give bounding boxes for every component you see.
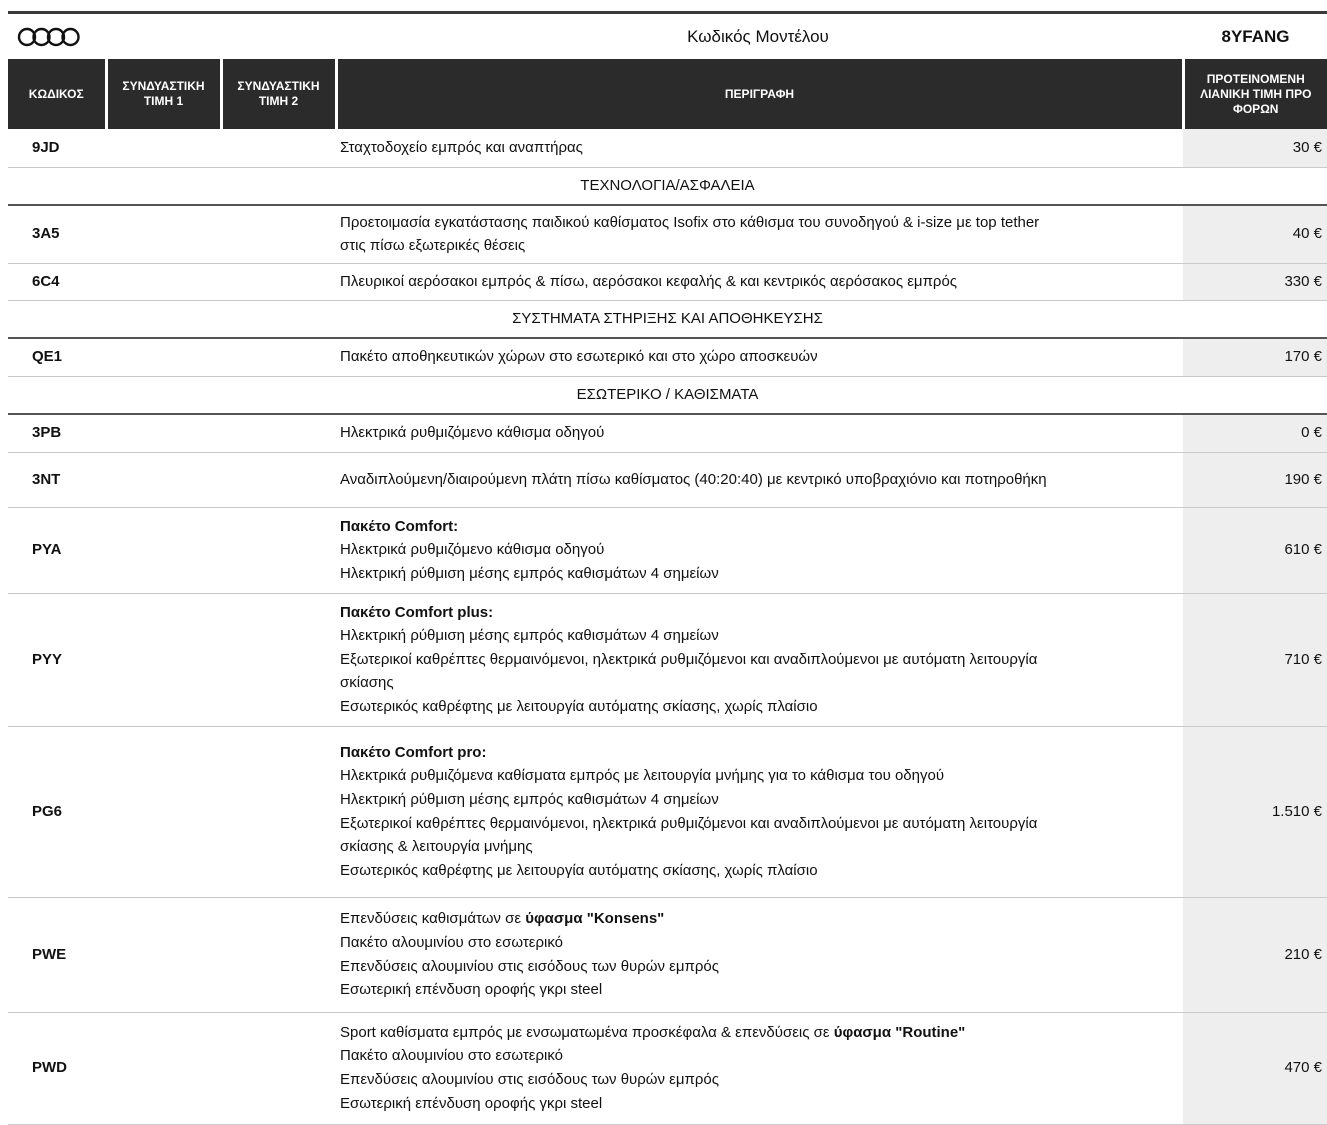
option-description [336,507,1183,593]
option-code: 3PB [8,414,106,452]
description-line: Εξωτερικοί καθρέπτες θερμαινόμενοι, ηλεκτρικά ρυθμιζόμενοι και αναδιπλούμενοι με αυτόματη λειτουργία [340,650,1038,668]
table-row [8,452,1327,507]
option-code: PYA [8,507,106,593]
option-description [336,726,1183,897]
description-line: Ηλεκτρική ρύθμιση μέσης εμπρός καθισμάτων 4 σημείων [340,790,719,808]
option-code: 9JD [8,129,106,167]
section-row [8,300,1327,338]
model-code-label: Κωδικός Μοντέλου [687,27,829,46]
option-description [336,129,1183,167]
title-bar [8,14,1327,59]
description-line: Ηλεκτρικά ρυθμιζόμενο κάθισμα οδηγού [340,424,605,442]
description-line: σκίασης & λειτουργία μνήμης [340,838,533,856]
option-price: 40 € [1183,205,1327,263]
description-text: Sport καθίσματα εμπρός με ενσωματωμένα προσκέφαλα & επενδύσεις σε [340,1023,834,1041]
table-row [8,897,1327,1012]
section-title-technology: ΤΕΧΝΟΛΟΓΙΑ/ΑΣΦΑΛΕΙΑ [8,167,1327,205]
combo2-cell [221,129,336,167]
description-line: στις πίσω εξωτερικές θέσεις [340,237,526,255]
table-row [8,726,1327,897]
description-line: Εσωτερική επένδυση οροφής γκρι steel [340,981,603,999]
table-row [8,129,1327,167]
description-line: Ηλεκτρική ρύθμιση μέσης εμπρός καθισμάτων 4 σημείων [340,564,719,582]
combo1-cell [106,726,221,897]
combo2-cell [221,452,336,507]
description-text: Επενδύσεις καθισμάτων σε [340,910,526,928]
option-code: PYY [8,593,106,726]
table-row [8,263,1327,300]
description-line: Πλευρικοί αερόσακοι εμπρός & πίσω, αερόσακοι κεφαλής & και κεντρικός αερόσακος εμπρός [340,272,958,290]
combo1-cell [106,338,221,376]
combo1-cell [106,205,221,263]
description-line: Αναδιπλούμενη/διαιρούμενη πλάτη πίσω καθίσματος (40:20:40) με κεντρικό υποβραχιόνιο και ποτηροθήκη [340,470,1047,488]
description-line: Επενδύσεις αλουμινίου στις εισόδους των θυρών εμπρός [340,1071,719,1088]
option-price: 1.510 € [1183,726,1327,897]
table-row [8,507,1327,593]
table-row [8,414,1327,452]
col-code-header: ΚΩΔΙΚΟΣ [8,59,106,129]
option-price: 0 € [1183,414,1327,452]
table-row [8,1012,1327,1124]
col-price-header: ΠΡΟΤΕΙΝΟΜΕΝΗ ΛΙΑΝΙΚΗ ΤΙΜΗ ΠΡΟ ΦΟΡΩΝ [1183,59,1327,129]
section-row [8,376,1327,414]
option-description [336,897,1183,1012]
combo1-cell [106,129,221,167]
combo1-cell [106,507,221,593]
option-price: 170 € [1183,338,1327,376]
option-price: 190 € [1183,452,1327,507]
option-code: 3A5 [8,205,106,263]
option-description [336,1012,1183,1124]
option-price: 210 € [1183,897,1327,1012]
option-code: 6C4 [8,263,106,300]
combo2-cell [221,1012,336,1124]
description-line: Πακέτο αλουμινίου στο εσωτερικό [340,1047,563,1065]
option-code: 3NT [8,452,106,507]
package-title: Πακέτο Comfort: [340,517,459,535]
option-description [336,205,1183,263]
combo2-cell [221,726,336,897]
upholstery-highlight: ύφασμα "Konsens" [525,910,665,928]
table-row [8,338,1327,376]
combo1-cell [106,1012,221,1124]
combo1-cell [106,263,221,300]
description-line: Επενδύσεις αλουμινίου στις εισόδους των θυρών εμπρός [340,957,719,975]
section-title-interior: ΕΣΩΤΕΡΙΚΟ / ΚΑΘΙΣΜΑΤΑ [8,376,1327,414]
option-description [336,263,1183,300]
combo2-cell [221,205,336,263]
description-line: Προετοιμασία εγκατάστασης παιδικού καθίσματος Isofix στο κάθισμα του συνοδηγού & i-size με top tether [340,213,1040,231]
four-rings-logo-icon [17,27,81,47]
combo1-cell [106,897,221,1012]
option-price: 710 € [1183,593,1327,726]
option-description [336,593,1183,726]
description-line: Εσωτερική επένδυση οροφής γκρι steel [340,1094,603,1112]
option-description [336,338,1183,376]
col-combo1-header: ΣΥΝΔΥΑΣΤΙΚΗ ΤΙΜΗ 1 [106,59,221,129]
combo2-cell [221,414,336,452]
combo2-cell [221,263,336,300]
description-line: Πακέτο αποθηκευτικών χώρων στο εσωτερικό και στο χώρο αποσκευών [340,348,818,366]
option-code: PG6 [8,726,106,897]
option-description [336,452,1183,507]
description-line: Εσωτερικός καθρέφτης με λειτουργία αυτόματης σκίασης, χωρίς πλαίσιο [340,697,818,715]
option-price: 470 € [1183,1012,1327,1124]
description-line [340,907,1153,931]
option-code: QE1 [8,338,106,376]
model-code-value: 8YFANG [1221,27,1290,46]
package-title: Πακέτο Comfort plus: [340,603,494,621]
options-table [8,59,1327,1125]
table-row [8,205,1327,263]
combo2-cell [221,338,336,376]
option-description [336,414,1183,452]
combo2-cell [221,897,336,1012]
description-line: Ηλεκτρικά ρυθμιζόμενα καθίσματα εμπρός με λειτουργία μνήμης για το κάθισμα του οδηγού [340,767,945,785]
col-combo2-header: ΣΥΝΔΥΑΣΤΙΚΗ ΤΙΜΗ 2 [221,59,336,129]
option-code: PWD [8,1012,106,1124]
combo1-cell [106,593,221,726]
combo1-cell [106,452,221,507]
table-header-row [8,59,1327,129]
description-line: σκίασης [340,674,394,692]
section-title-storage: ΣΥΣΤΗΜΑΤΑ ΣΤΗΡΙΞΗΣ ΚΑΙ ΑΠΟΘΗΚΕΥΣΗΣ [8,300,1327,338]
description-line: Σταχτοδοχείο εμπρός και αναπτήρας [340,138,583,156]
table-row [8,593,1327,726]
option-price: 610 € [1183,507,1327,593]
description-line [340,1021,1153,1045]
package-title: Πακέτο Comfort pro: [340,743,487,761]
section-row [8,167,1327,205]
description-line: Εσωτερικός καθρέφτης με λειτουργία αυτόματης σκίασης, χωρίς πλαίσιο [340,861,818,879]
upholstery-highlight: ύφασμα "Routine" [833,1023,966,1041]
combo2-cell [221,507,336,593]
description-line: Πακέτο αλουμινίου στο εσωτερικό [340,933,563,951]
description-line: Ηλεκτρικά ρυθμιζόμενο κάθισμα οδηγού [340,541,605,559]
option-code: PWE [8,897,106,1012]
option-price: 330 € [1183,263,1327,300]
option-price: 30 € [1183,129,1327,167]
combo1-cell [106,414,221,452]
combo2-cell [221,593,336,726]
col-description-header: ΠΕΡΙΓΡΑΦΗ [336,59,1183,129]
description-line: Ηλεκτρική ρύθμιση μέσης εμπρός καθισμάτων 4 σημείων [340,627,719,645]
description-line: Εξωτερικοί καθρέπτες θερμαινόμενοι, ηλεκτρικά ρυθμιζόμενοι και αναδιπλούμενοι με αυτόματη λειτουργία [340,814,1038,832]
